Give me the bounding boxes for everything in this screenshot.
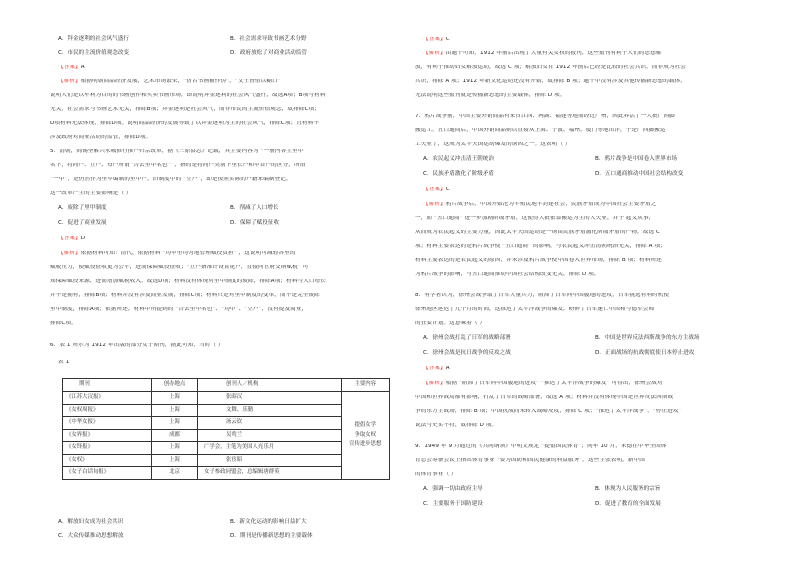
explanation-line: 排除C项。 <box>50 321 77 326</box>
journal-table <box>62 378 390 480</box>
answer-tag: 【答案】 <box>58 236 81 241</box>
q9-option-a: A．强调一切由政府主导 <box>423 486 483 492</box>
answer-value: A <box>80 65 85 70</box>
q6-option-d: D．期刊是传播新思想的主要载体 <box>230 533 313 539</box>
question-9-line: 的体育事业（ ） <box>415 472 457 477</box>
prev-option-c: C．市民的主流价值观念改变 <box>58 50 130 56</box>
explanation-line: 无法说明这些报刊就是传播新思想的主要载体，排除 D 项。 <box>415 93 566 98</box>
q7-option-d: D．五口通商推动中国社会结构改变 <box>595 171 684 177</box>
answer-value: C <box>445 37 450 42</box>
q7-option-a: A．农民起义冲击清王朝统治 <box>423 156 494 162</box>
prev-option-a: A．拜金逐利的社会风气盛行 <box>58 36 129 42</box>
explanation-tag: 【解析】 <box>58 79 81 84</box>
question-6-line: 6．表 1 所示为 1912 年出版的部分女子期刊，据此可知，当时（ ） <box>50 343 224 348</box>
q9-option-b: B．体现为人民服务的宗旨 <box>595 486 661 492</box>
question-8-line: 的狂妄计划。这意味着（ ） <box>415 321 486 326</box>
answer-line-2 <box>58 236 408 242</box>
q5-option-a: A．废除了里甲制度 <box>58 205 107 211</box>
explanation-tag: 【解析】 <box>423 51 446 56</box>
explanation-line: 项；材料主要表达的是鸦片战争使 “五口通商” 的影响，与农民起义冲击清朝统治无关，排除 A 项； <box>415 244 666 249</box>
explanation-line: 【解析】根据 “阻滞了日军向中国腹地的进攻” “推迟了太平洋战争的爆发” 可得出，徐州会战对 <box>423 381 663 386</box>
explanation-tag: 【解析】 <box>58 251 81 256</box>
prev-option-b: B．社会需求导致书画艺术分野 <box>230 36 307 42</box>
explanation-line: 知保障赋役来源，进而增加赋税收入，故选D项；材料没有体现对里甲制度的废除，排除A项；材料与人口增长 <box>50 279 326 284</box>
explanation-line: 说明人们是以牟利为目的的书画创作和买卖书画市场，即说明拜金逐利的社会风气盛行，故选A项；B项与材料 <box>50 93 326 98</box>
explanation-line: 【解析】由题干可知，1912 年前后出现了大量有关女权的报刊，这些报刊有利于人们的思想解 <box>423 51 662 56</box>
q6-option-a: A．解放妇女成为社会共识 <box>58 519 124 525</box>
q5-option-b: B．削减了人口增长 <box>230 205 279 211</box>
question-5-line: 这一改革产生的主要影响是（ ） <box>50 191 132 196</box>
q8-option-b: B．中国是世界反法西斯战争的东方主战场 <box>595 335 700 341</box>
q8-option-d: D．正面战场的抗战彻底使日本停止进攻 <box>595 350 695 356</box>
explanation-line: 无关，社会需求与书画艺术无关，排除B项；拜金逐利是社会风气，而非市民的主流价值观念，故排除C项； <box>50 107 320 112</box>
explanation-line: 争的东方主战场，排除 B 项；中国抗战尚未转入战略反攻，排除 C 项；“推迟了太平洋战争”、“停止进攻” <box>415 409 682 414</box>
answer-line-5 <box>423 366 773 372</box>
table-row: 《女界报》 成都 吴鸾兰 <box>63 429 390 442</box>
explanation-line: 材料主要表达的是农民起义的原因，并未涉及鸦片战争使中国卷入世界市场，排除 B 项；材料所述 <box>415 258 662 263</box>
explanation-line: 为鸦片战争的影响，与五口通商推动中国社会结构改变无关，排除 D 项。 <box>415 272 600 277</box>
question-5-line: “一甲”，是仍然作为里甲编制的里甲户，旧制度中的 “立户”，即是按照实际的户籍来编制登记。 <box>50 177 292 182</box>
explanation-line: 说法与史实不符，故排除 D 项。 <box>415 423 498 428</box>
q5-option-c: C．促进了商业发展 <box>58 220 107 226</box>
q7-option-c: C．民族矛盾激化了阶级矛盾 <box>423 171 495 177</box>
answer-line-4 <box>423 187 773 193</box>
table-row: 《女权周报》 上海 文舞、乐勤 <box>63 404 390 417</box>
table-row: 《女铎报》 上海 广学会，主笔为美国人亮乐月 <box>63 442 390 455</box>
table-header-cell: 创办地点 <box>151 379 197 392</box>
q6-option-c: C．大众传媒推动思想解放 <box>58 533 124 539</box>
table-header-cell: 创刊人／机构 <box>198 379 342 392</box>
q5-option-d: D．保障了赋役征收 <box>230 220 280 226</box>
q8-option-a: A．徐州会战打乱了日军的战略部署 <box>423 335 511 341</box>
explanation-line: 从而成为农民起义的主要力量，因此太平天国运动是一场由民族矛盾激化阶级矛盾的产物，故选 C <box>415 230 661 235</box>
answer-tag: 【答案】 <box>423 37 446 42</box>
question-7-line: 7．鸦片战争前，中国主要外销商品有来自江西、两湖、福建等地而经过广州，因此养活了一大批广西脚 <box>415 114 675 119</box>
explanation-line: 赋税压力，使赋役征收更为公平，进而保障赋役征收；“立户指准许设置花户，直接向官府交纳赋税” 可 <box>50 265 309 270</box>
explanation-line: 共识，排除 A 项；1912 年新文化运动还没有开始，故排除 B 项；题干中没有涉及其他传播新思想的载体， <box>415 79 687 84</box>
answer-line-1 <box>58 65 408 71</box>
explanation-line: 中国和世界战局都有影响，打乱了日军的战略部署，故选 A 项；材料并没有体现中国是世界反法西斯战 <box>415 395 674 400</box>
question-5-line: 名下，将同户、立户、每户所谓 ‘告去里甲名色’” ，指的是将同户类别下里长户和甲首户的区分，所谓 <box>50 163 306 168</box>
table-header-row <box>63 379 390 392</box>
q9-option-c: C．主要服务于国防建设 <box>423 501 483 507</box>
explanation-line: 里甲制度，排除A项；依据所述，材料中所提到的 “告去里甲名色”、“均甲”、“立户”，没有提及商业， <box>50 307 308 312</box>
question-9-line: 育总会筹备会议上指出体育事业 “要为国防和国民健康的利益服务”。这些主张表明，新中国 <box>415 458 645 463</box>
question-5-line: 5．清朝，阎锡坚解兴永城推行推户归宗改革，据《三原县志》记载，其主要内容为 “一册内各主里甲 <box>50 149 304 154</box>
answer-value: D <box>80 236 86 241</box>
explanation-line: 并不是拥有，排除B项；材料并没有涉及商业发展，排除C项；材料只是对里甲制度的变革，而不是完全废除 <box>50 293 320 298</box>
table-row: 《江苏大汉报》 上海 张昭汉 提倡女学 争取女权 宣传进步思想 <box>63 392 390 405</box>
answer-value: A <box>445 366 450 371</box>
table-label: 表 1 <box>58 360 70 365</box>
q6-option-b: B．新文化运动的影响日益扩大 <box>230 519 307 525</box>
explanation-tag: 【解析】 <box>423 381 446 386</box>
question-9-line: 9．1949 年 9 月通过的《共同纲领》中明文规定 “提倡国民体育”；同年 10 月，朱德在中华全国体 <box>415 444 667 449</box>
prev-option-d: D．政府放松了对商业活动监管 <box>230 50 308 56</box>
q7-option-b: B．鸦片战争是中国卷入世界市场 <box>595 156 678 162</box>
answer-tag: 【答案】 <box>58 65 81 70</box>
table-row: 《女权》 上海 张宦昭 <box>63 454 390 467</box>
right-column <box>415 0 775 562</box>
table-header-cell: 期刊 <box>63 379 152 392</box>
table-row: 《中华女报》 上海 汤云钦 <box>63 417 390 430</box>
explanation-line: 放，有利于推动妇女解放运动，故选 C 项；解放妇女在 1912 年前后已经是比较的社会共识，而非成为社会 <box>415 65 686 70</box>
table-header-cell: 主要内容 <box>341 379 389 392</box>
answer-line-3 <box>423 37 773 43</box>
answer-tag: 【答案】 <box>423 366 446 371</box>
explanation-line: 【解析】鸦片战争后，中国开始沦为半殖民地半封建社会，民族矛盾成为中国社会主要矛盾之 <box>423 202 657 207</box>
table-content-cell: 提倡女学 争取女权 宣传进步思想 <box>341 392 389 480</box>
q8-option-c: C．徐州会战是抗日战争的反攻之战 <box>423 350 511 356</box>
explanation-line: 【解析】根据明朝商品经济发展，艺术市场繁荣，“仿古书画被作伪”，“文士皆借以糊口” <box>58 79 281 84</box>
question-7-line: 工失业了，这成为太平天国运动爆发的诱因之一。这表明（ ） <box>415 142 571 147</box>
answer-value: C <box>445 187 450 192</box>
answer-tag: 【答案】 <box>423 187 446 192</box>
left-column <box>50 0 410 562</box>
question-7-line: 搬运工。五口通商后，中国外销商品则以直接从上海、宁波、福州、厦门等地出洋，于是广西脚搬运 <box>415 128 666 133</box>
q9-option-d: D．促进了教育的全面发展 <box>595 501 661 507</box>
explanation-line: 一，而 “五口通商” 进一步加剧阶级矛盾，这使得大批依靠搬运为生的人失业，并于 起义从事， <box>415 216 655 221</box>
question-8-line: 徐州地区延迟了几个月的时间，这推迟了太平洋战争的爆发，粉碎了日军速亡中国和与德军会师 <box>415 307 655 312</box>
explanation-line: D项材料无法体现，排除D项。说明商品经济的发展导致了以拜金逐利为主的社会风气，排除C项；且材料不 <box>50 121 320 126</box>
explanation-line: 【解析】依据材料可知：清代，依据材料 “均甲里均匀地管理赋役负担” ，这说明可减轻各里的 <box>58 251 296 256</box>
table-row: 《女子白话旬报》 北京 女子参政同盟会，总编辑唐群英 <box>63 467 390 480</box>
question-8-line: 8．有学者认为，徐州会战争取了日军大量兵力，阻滞了日军向中国腹地的进攻，日军挑选有利时机使 <box>415 293 670 298</box>
explanation-tag: 【解析】 <box>423 202 446 207</box>
explanation-line: 涉及政府对商业活动的监管，排除D项。 <box>50 135 152 140</box>
